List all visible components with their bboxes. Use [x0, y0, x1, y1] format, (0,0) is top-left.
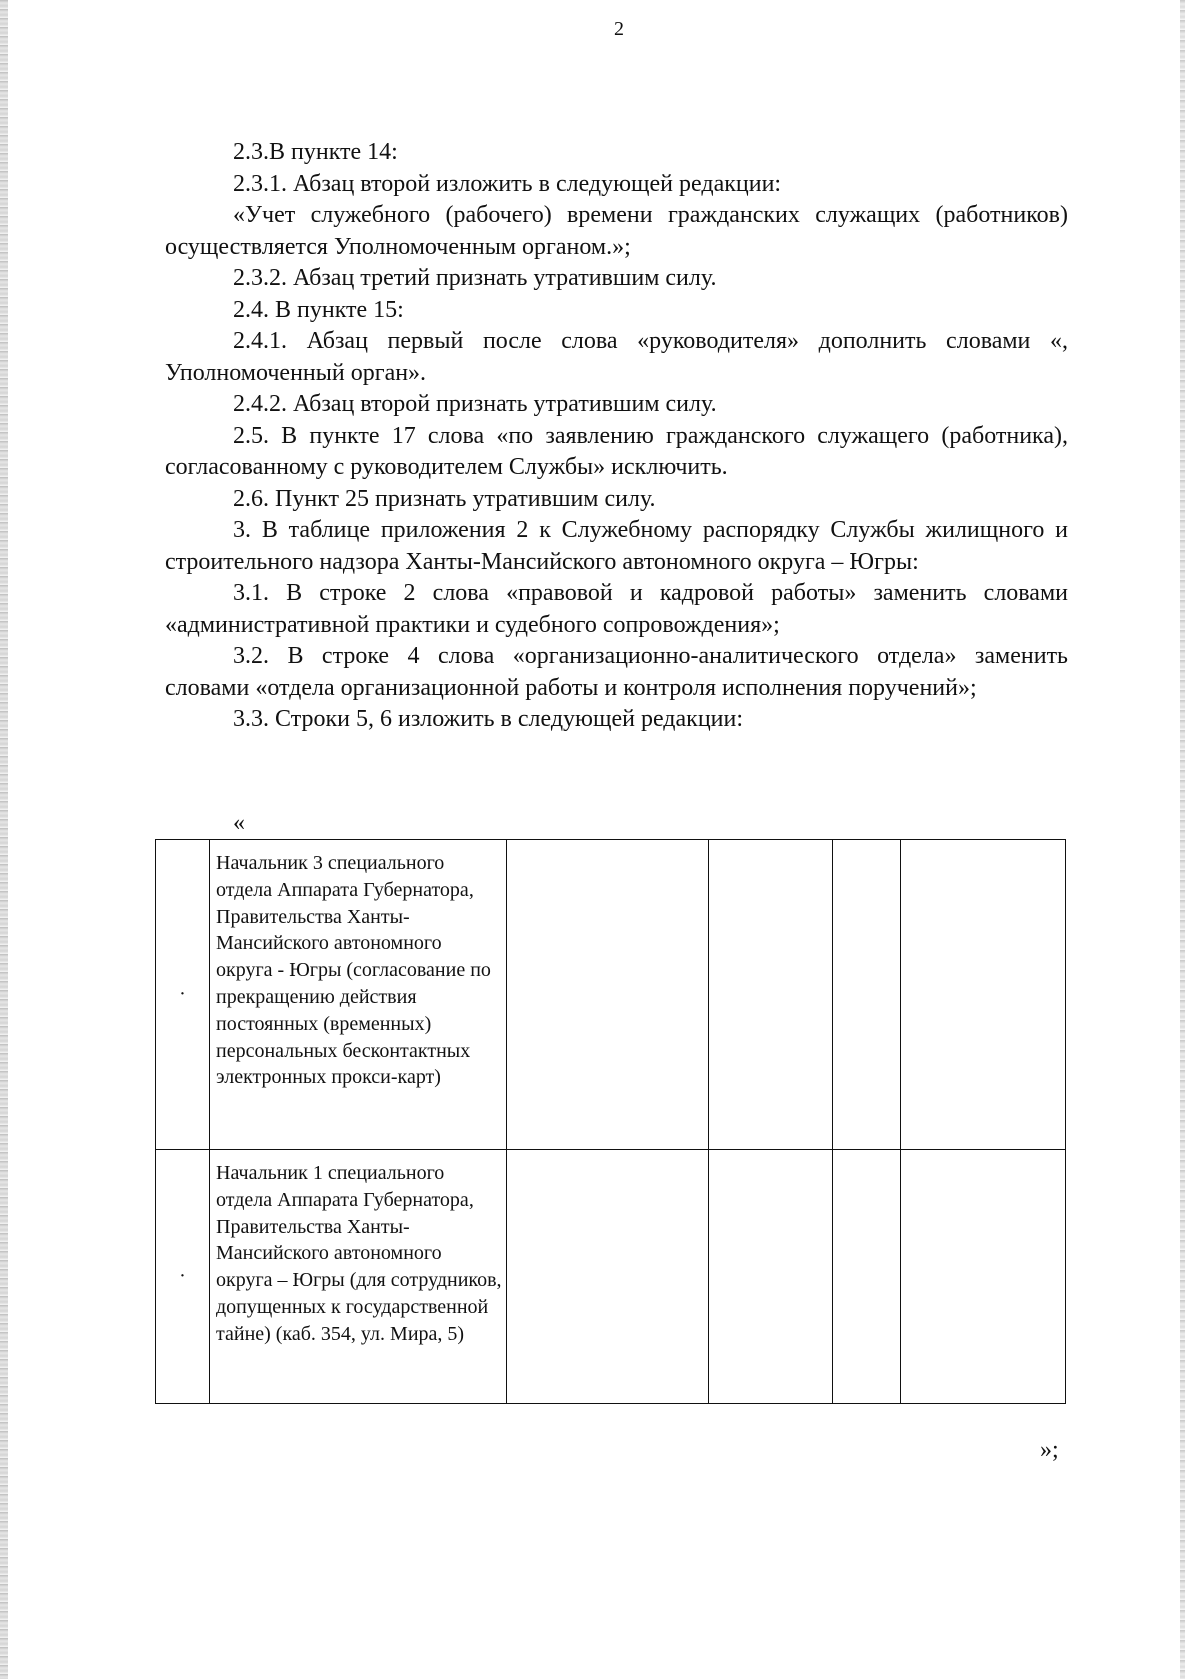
paragraph: 2.3.В пункте 14:	[233, 139, 398, 165]
empty-cell	[901, 840, 1066, 1150]
paragraph: 2.5. В пункте 17 слова «по заявлению гражданского служащего (работника), согласованному с руководителем Службы» исключить.	[165, 422, 1068, 480]
paragraph: 2.4. В пункте 15:	[233, 296, 404, 323]
row-number-cell	[156, 1150, 210, 1404]
paragraph: 2.3.2. Абзац третий признать утратившим силу.	[233, 265, 717, 291]
inserted-table	[155, 839, 1066, 1404]
empty-cell	[507, 1150, 709, 1404]
empty-cell	[833, 840, 901, 1150]
empty-cell	[833, 1150, 901, 1404]
empty-cell	[709, 1150, 833, 1404]
paragraph: 3. В таблице приложения 2 к Служебному распорядку Службы жилищного и строительного надзора Ханты-Мансийского автономного округа – Югры:	[165, 517, 1068, 575]
row-number-mark: ·	[179, 1265, 186, 1288]
empty-cell	[901, 1150, 1066, 1404]
row-description-cell: Начальник 1 специального отдела Аппарата Губернатора, Правительства Ханты-Мансийского автономного округа – Югры (для сотрудников, допущенных к государственной тайне) (каб. 354, ул. Мира, 5)	[210, 1150, 507, 1404]
empty-cell	[709, 840, 833, 1150]
row-description-cell: Начальник 3 специального отдела Аппарата Губернатора, Правительства Ханты-Мансийского автономного округа - Югры (согласование по прекращению действия постоянных (временных) персональных бесконтактных электронных прокси-карт)	[210, 840, 507, 1150]
document-body	[165, 137, 1068, 736]
table-row	[156, 840, 1066, 1150]
paragraph: 3.2. В строке 4 слова «организационно-аналитического отдела» заменить словами «отдела организационной работы и контроля исполнения поручений»;	[165, 643, 1068, 701]
row-number-mark: ·	[179, 983, 186, 1006]
row-number-cell	[156, 840, 210, 1150]
paragraph: 2.4.2. Абзац второй признать утратившим силу.	[233, 391, 717, 417]
empty-cell	[507, 840, 709, 1150]
paragraph: «Учет служебного (рабочего) времени гражданских служащих (работников) осуществляется Уполномоченным органом.»;	[165, 202, 1068, 260]
table-row	[156, 1150, 1066, 1404]
closing-quote: »;	[1040, 1437, 1059, 1463]
scan-edge-left	[0, 0, 8, 1679]
paragraph: 3.1. В строке 2 слова «правовой и кадровой работы» заменить словами «административной практики и судебного сопровождения»;	[165, 580, 1068, 638]
page-number: 2	[614, 18, 624, 40]
paragraph: 2.6. Пункт 25 признать утратившим силу.	[233, 485, 656, 512]
paragraph: 2.4.1. Абзац первый после слова «руководителя» дополнить словами «, Уполномоченный орган».	[165, 328, 1068, 386]
scan-edge-right	[1180, 0, 1185, 1679]
paragraph: 2.3.1. Абзац второй изложить в следующей редакции:	[233, 170, 782, 197]
opening-quote: «	[233, 810, 245, 836]
paragraph: 3.3. Строки 5, 6 изложить в следующей редакции:	[233, 706, 744, 732]
